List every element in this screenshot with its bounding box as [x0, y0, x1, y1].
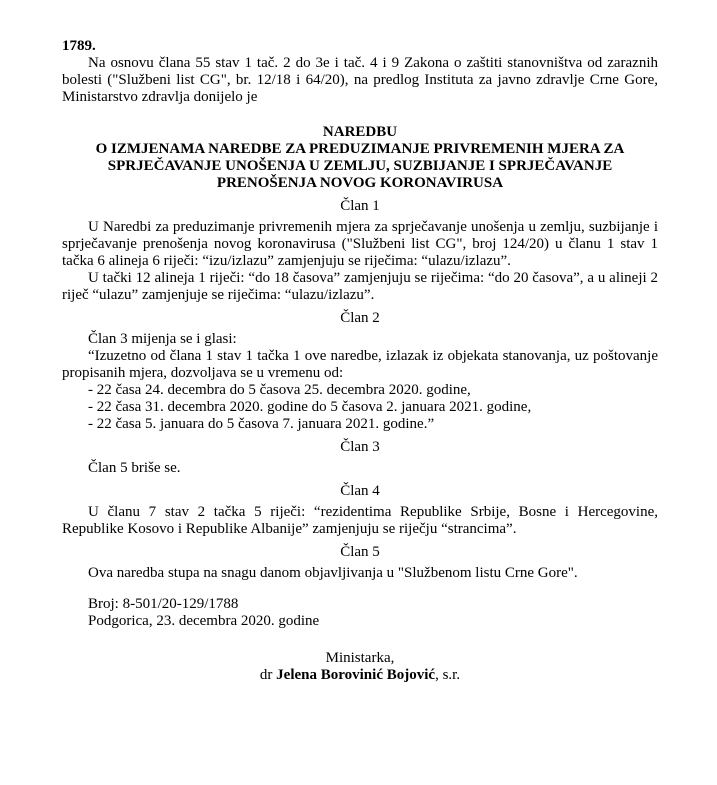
- title-naredbu: NAREDBU: [322, 124, 398, 140]
- clan-5-paragraph-1: Ova naredba stupa na snagu danom objavljivanja u "Službenom listu Crne Gore".: [88, 565, 578, 581]
- clan-2-heading: Član 2: [340, 310, 380, 326]
- title-subject: O IZMJENAMA NAREDBE ZA PREDUZIMANJE PRIVREMENIH MJERA ZA SPRJEČAVANJE UNOŠENJA U ZEMLJU, SUZBIJANJE I SPRJEČAVANJE PRENOŠENJA NOVOG KORONAVIRUSA: [95, 141, 625, 191]
- clan-1-heading: Član 1: [340, 198, 380, 214]
- clan-4-paragraph-1: U članu 7 stav 2 tačka 5 riječi: “rezidentima Republike Srbije, Bosne i Hercegovine, Republike Kosovo i Republike Albanije” zamjenjuju se riječju “strancima”.: [62, 504, 658, 537]
- document-content: [62, 38, 658, 684]
- clan-1-paragraph-1: U Naredbi za preduzimanje privremenih mjera za sprječavanje unošenja u zemlju, suzbijanje i sprječavanje prenošenja novog koronavirusa ("Službeni list CG", broj 124/20) u članu 1 stav 1 tačka 6 alineja 6 riječi: “izu/izlazu” zamjenjuju se riječima: “ulazu/izlazu”.: [62, 219, 658, 269]
- clan-2-list-item: - 22 časa 24. decembra do 5 časova 25. decembra 2020. godine,: [88, 382, 471, 398]
- document-number: 1789.: [62, 38, 96, 54]
- place-date: Podgorica, 23. decembra 2020. godine: [88, 613, 320, 629]
- clan-3-paragraph-1: Član 5 briše se.: [88, 460, 181, 476]
- signature-line: [62, 667, 658, 684]
- clan-2-list-item: - 22 časa 31. decembra 2020. godine do 5 časova 2. januara 2021. godine,: [88, 399, 532, 415]
- clan-5-heading: Član 5: [340, 544, 380, 560]
- clan-4-heading: Član 4: [340, 483, 380, 499]
- signature-role: Ministarka,: [325, 650, 395, 666]
- preamble: Na osnovu člana 55 stav 1 tač. 2 do 3e i tač. 4 i 9 Zakona o zaštiti stanovništva od zaraznih bolesti ("Službeni list CG", br. 12/18 i 64/20), na predlog Instituta za javno zdravlje Crne Gore, Ministarstvo zdravlja donijelo je: [62, 55, 658, 105]
- clan-2-paragraph-2: “Izuzetno od člana 1 stav 1 tačka 1 ove naredbe, izlazak iz objekata stanovanja, uz poštovanje propisanih mjera, dozvoljava se u vremenu od:: [62, 348, 658, 381]
- signature-suffix: , s.r.: [435, 667, 461, 683]
- clan-2-paragraph-1: Član 3 mijenja se i glasi:: [88, 331, 237, 347]
- signature-prefix: dr: [259, 667, 277, 683]
- clan-1-paragraph-2: U tački 12 alineja 1 riječi: “do 18 časova” zamjenjuju se riječima: “do 20 časova”, a u alineji 2 riječ “ulazu” zamjenjuje se riječima: “ulazu/izlazu”.: [62, 270, 658, 303]
- clan-3-heading: Član 3: [340, 439, 380, 455]
- clan-2-list-item: - 22 časa 5. januara do 5 časova 7. januara 2021. godine.”: [88, 416, 435, 432]
- signatory-name: Jelena Borovinić Bojović: [276, 667, 436, 683]
- document-broj: Broj: 8-501/20-129/1788: [88, 596, 239, 612]
